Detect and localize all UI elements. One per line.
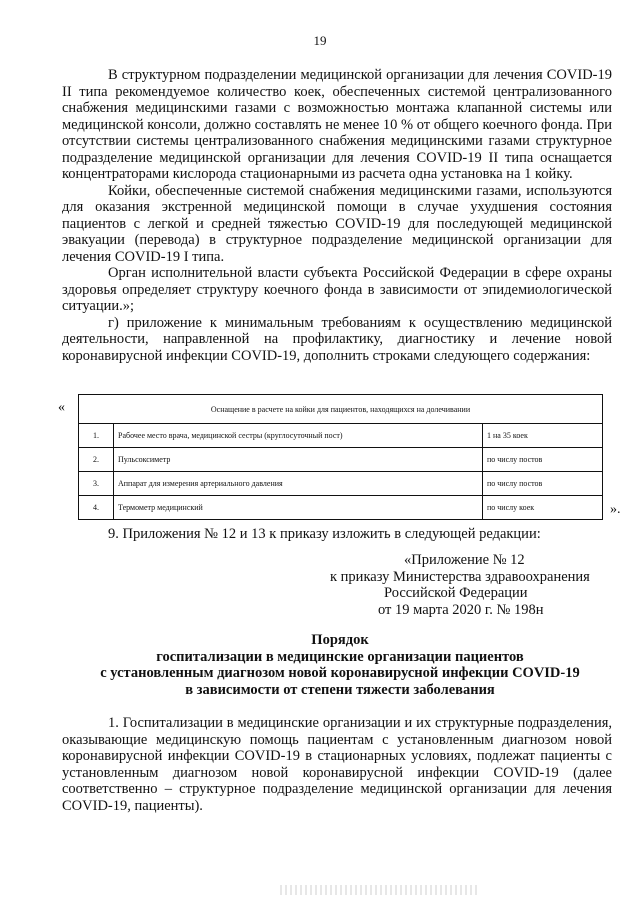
paragraph: Орган исполнительной власти субъекта Российской Федерации в сфере охраны здоровья определяет структуру коечного фонда в зависимости от эпидемиологической ситуации.»; bbox=[62, 265, 612, 314]
quote-close: ». bbox=[610, 502, 621, 517]
quote-open: « bbox=[58, 400, 65, 415]
title-line: с установленным диагнозом новой коронавирусной инфекции COVID-19 bbox=[100, 665, 580, 681]
appendix-line: к приказу Министерства здравоохранения bbox=[330, 568, 590, 585]
title-line: госпитализации в медицинские организации пациентов bbox=[156, 648, 524, 665]
row-name: Пульсоксиметр bbox=[114, 448, 483, 472]
appendix-line: Российской Федерации bbox=[384, 585, 528, 601]
table-row bbox=[79, 472, 603, 496]
row-quantity: 1 на 35 коек bbox=[483, 424, 603, 448]
table-row bbox=[79, 448, 603, 472]
section-1 bbox=[62, 715, 612, 814]
row-quantity: по числу постов bbox=[483, 472, 603, 496]
row-number: 3. bbox=[79, 472, 114, 496]
table-header: Оснащение в расчете на койки для пациентов, находящихся на долечивании bbox=[79, 395, 603, 424]
paragraph: г) приложение к минимальным требованиям к осуществлению медицинской деятельности, направленной на профилактику, диагностику и лечение новой коронавирусной инфекции COVID-19, дополнить строками следующего содержания: bbox=[62, 314, 612, 364]
appendix-line: от 19 марта 2020 г. № 198н bbox=[378, 601, 544, 618]
table-row bbox=[79, 496, 603, 520]
row-name: Термометр медицинский bbox=[114, 496, 483, 520]
scan-artifact bbox=[280, 885, 480, 895]
appendix-header bbox=[330, 552, 620, 618]
title-line: Порядок bbox=[311, 632, 369, 648]
row-number: 4. bbox=[79, 496, 114, 520]
row-number: 2. bbox=[79, 448, 114, 472]
table-header-row bbox=[79, 395, 603, 424]
document-title bbox=[60, 632, 620, 698]
row-quantity: по числу постов bbox=[483, 448, 603, 472]
appendix-line: «Приложение № 12 bbox=[404, 552, 525, 568]
paragraph: Койки, обеспеченные системой снабжения медицинскими газами, используются для оказания экстренной медицинской помощи в случае ухудшения состояния пациентов с легкой и средней тяжестью COVID-19 для последующей медицинской эвакуации (перевода) в структурное подразделение медицинской организации для лечения COVID-19 I типа. bbox=[62, 182, 612, 265]
row-quantity: по числу коек bbox=[483, 496, 603, 520]
paragraph: В структурном подразделении медицинской организации для лечения COVID-19 II типа рекомендуемое количество коек, обеспеченных системой централизованного снабжения медицинскими газами с возможностью монтажа клапанной системы или медицинской консоли, должно составлять не менее 10 % от общего коечного фонда. При отсутствии системы централизованного снабжения медицинскими газами структурное подразделение медицинской организации для лечения COVID-19 II типа оснащается концентраторами кислорода стационарными из расчета одна установка на 1 койку. bbox=[62, 67, 612, 182]
intro-text bbox=[62, 67, 612, 364]
table-row bbox=[79, 424, 603, 448]
row-name: Рабочее место врача, медицинской сестры (круглосуточный пост) bbox=[114, 424, 483, 448]
page-number: 19 bbox=[313, 33, 327, 48]
item-9: 9. Приложения № 12 и 13 к приказу изложить в следующей редакции: bbox=[108, 526, 541, 542]
title-line: в зависимости от степени тяжести заболевания bbox=[185, 681, 495, 698]
paragraph: 1. Госпитализации в медицинские организации и их структурные подразделения, оказывающие медицинскую помощь пациентам с установленным диагнозом новой коронавирусной инфекции COVID-19 в стационарных условиях, подлежат пациенты с установленным диагнозом новой коронавирусной инфекции COVID-19 (далее соответственно – структурное подразделение медицинской организации для лечения COVID-19, пациенты). bbox=[62, 715, 612, 814]
row-name: Аппарат для измерения артериального давления bbox=[114, 472, 483, 496]
equipment-table bbox=[78, 394, 603, 520]
row-number: 1. bbox=[79, 424, 114, 448]
